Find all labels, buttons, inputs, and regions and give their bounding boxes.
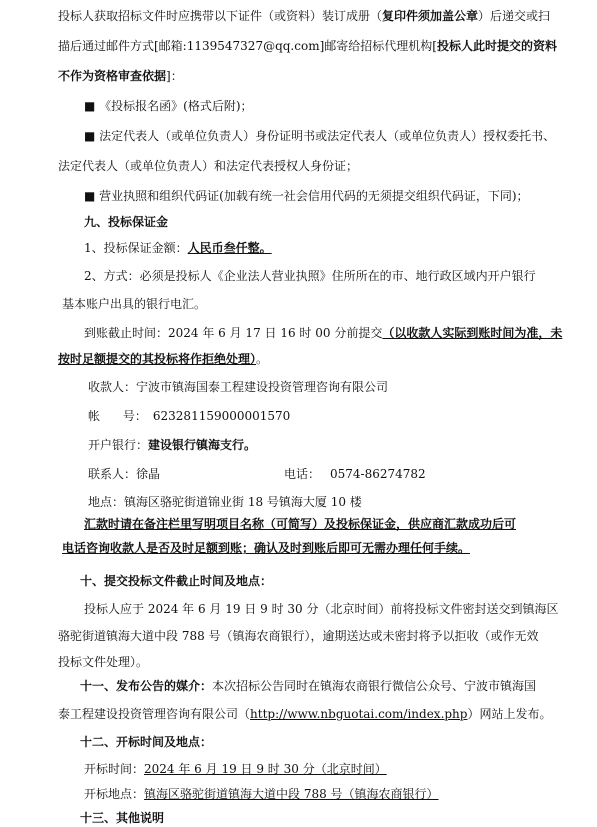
intro-bold: 投标人此时提交的资料 (436, 39, 557, 53)
intro-bold: 复印件须加盖公章 (382, 9, 479, 23)
section-13-title: 十三、其他说明 (80, 811, 165, 825)
bullet-item: ■ 法定代表人（或单位负责人）身份证明书或法定代表人（或单位负责人）授权委托书、 (84, 129, 556, 143)
contact-label: 联系人： (88, 467, 137, 481)
deposit-deadline (84, 325, 562, 341)
section-11-line-1 (80, 678, 536, 694)
deadline-text: 到账截止时间：2024 年 6 月 17 日 16 时 00 分前提交 (84, 326, 383, 340)
intro-text: ]： (166, 69, 183, 83)
contact-value: 徐晶 (136, 467, 161, 481)
bullet-item: ■ 营业执照和组织代码证(加载有统一社会信用代码的无须提交组织代码证，下同)； (84, 189, 529, 203)
intro-line-2 (58, 38, 557, 54)
account-row (88, 408, 290, 424)
deposit-amount-label: 1、投标保证金额： (84, 241, 188, 255)
opening-time-value: 2024 年 6 月 19 日 9 时 30 分（北京时间） (144, 762, 387, 776)
section-10-line-2: 骆驼街道镇海大道中段 788 号（镇海农商银行），逾期送达或未密封将予以拒收（或作无效 (58, 629, 539, 643)
account-label: 帐 号： (88, 409, 147, 423)
phone-value: 0574-86274782 (330, 467, 426, 481)
section-11-title: 十一、发布公告的媒介： (80, 679, 213, 693)
bullet-item-continued: 法定代表人（或单位负责人）和法定代表授权人身份证； (58, 159, 359, 173)
deadline-text: 。 (256, 352, 269, 366)
opening-time-label: 开标时间： (84, 762, 145, 776)
deposit-address: 地点：镇海区骆驼街道锦业街 18 号镇海大厦 10 楼 (88, 495, 362, 509)
section-11-text: 本次招标公告同时在镇海农商银行微信公众号、宁波市镇海国 (212, 679, 537, 693)
remittance-note-line-2: 电话咨询收款人是否及时足额到账；确认及时到账后即可无需办理任何手续。 (62, 541, 471, 555)
phone-label: 电话： (284, 467, 321, 481)
intro-text: 投标人获取招标文件时应携带以下证件（或资料）装订成册（ (58, 9, 383, 23)
section-11-line-2 (58, 706, 551, 722)
account-value: 623281159000001570 (152, 409, 291, 423)
intro-line-3 (58, 68, 183, 84)
remittance-note-line-1: 汇款时请在备注栏里写明项目名称（可简写）及投标保证金，供应商汇款成功后可 (84, 517, 517, 531)
deadline-bold: （以收款人实际到账时间为准，未 (382, 326, 563, 340)
section-10-title: 十、提交投标文件截止时间及地点： (80, 574, 273, 588)
section-10-line-3: 投标文件处理）。 (58, 655, 149, 669)
bank-value: 建设银行镇海支行。 (148, 438, 257, 452)
opening-place-label: 开标地点： (84, 787, 145, 801)
bank-row (88, 437, 256, 453)
payee-label: 收款人： (88, 380, 137, 394)
deposit-deadline-line-2 (58, 351, 268, 367)
deadline-bold: 按时足额提交的其投标将作拒绝处理） (58, 352, 257, 366)
deposit-amount-value: 人民币叁仟整。 (187, 241, 272, 255)
opening-time-row (84, 761, 387, 777)
section-12-title: 十二、开标时间及地点： (80, 735, 213, 749)
intro-text: 描后通过邮件方式[邮箱:1139547327@qq.com]邮寄给招标代理机构[ (58, 39, 437, 53)
deposit-method-line-1: 2、方式：必须是投标人《企业法人营业执照》住所所在的市、地行政区域内开户银行 (84, 269, 536, 283)
section-10-line-1: 投标人应于 2024 年 6 月 19 日 9 时 30 分（北京时间）前将投标文件密封送交到镇海区 (84, 602, 559, 616)
section-11-text: 泰工程建设投资管理咨询有限公司（ (58, 707, 251, 721)
intro-text: ）后递交或扫 (478, 9, 551, 23)
opening-place-row (84, 786, 439, 802)
section-9-title: 九、投标保证金 (84, 215, 169, 229)
payee-row (88, 379, 388, 395)
intro-bold: 不作为资格审查依据 (58, 69, 167, 83)
opening-place-value: 镇海区骆驼街道镇海大道中段 788 号（镇海农商银行） (144, 787, 439, 801)
bullet-item: ■ 《投标报名函》(格式后附)； (84, 99, 253, 113)
deposit-amount (84, 240, 272, 256)
deposit-method-line-2: 基本账户出具的银行电汇。 (62, 297, 207, 311)
contact-row (88, 466, 160, 482)
section-11-text: ）网站上发布。 (467, 707, 552, 721)
bank-label: 开户银行： (88, 438, 149, 452)
phone-row (284, 466, 426, 482)
website-link[interactable]: http://www.nbguotai.com/index.php (250, 707, 468, 721)
payee-value: 宁波市镇海国泰工程建设投资管理咨询有限公司 (136, 380, 389, 394)
intro-line-1 (58, 8, 550, 24)
